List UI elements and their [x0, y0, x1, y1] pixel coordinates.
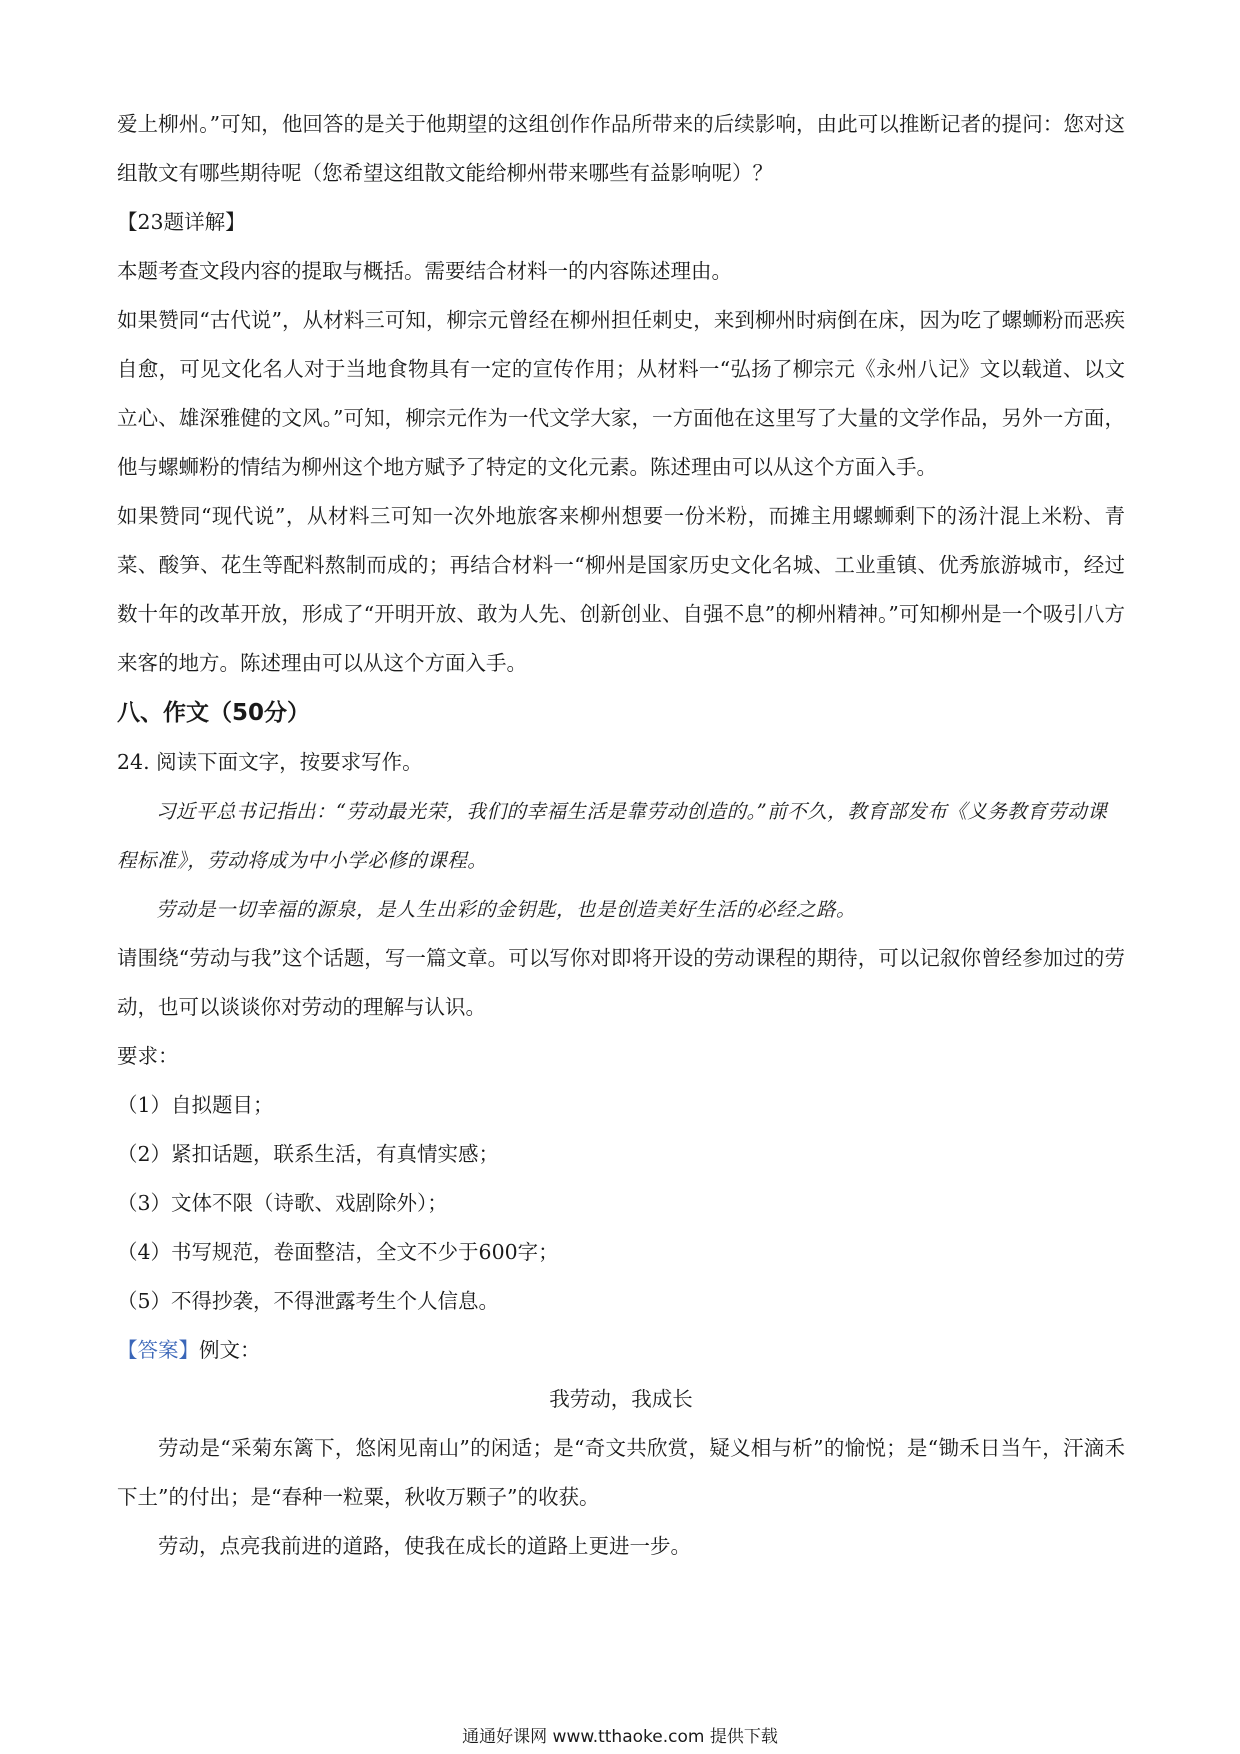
writing-instruction: 请围绕“劳动与我”这个话题，写一篇文章。可以写你对即将开设的劳动课程的期待，可以记叙你曾经参加过的劳动，也可以谈谈你对劳动的理解与认识。 — [117, 946, 1125, 1019]
q23-intro: 本题考查文段内容的提取与概括。需要结合材料一的内容陈述理由。 — [117, 259, 732, 283]
paragraph-reporter-question: 爱上柳州。”可知，他回答的是关于他期望的这组创作作品所带来的后续影响，由此可以推断记者的提问：您对这组散文有哪些期待呢（您希望这组散文能给柳州带来哪些有益影响呢）？ — [117, 112, 1125, 185]
requirement-item: （1）自拟题目； — [117, 1093, 274, 1117]
q24-prompt: 24. 阅读下面文字，按要求写作。 — [117, 750, 423, 774]
page-content — [117, 100, 1125, 1571]
q23-ancient-theory: 如果赞同“古代说”，从材料三可知，柳宗元曾经在柳州担任刺史，来到柳州时病倒在床，因为吃了螺蛳粉而恶疾自愈，可见文化名人对于当地食物具有一定的宣传作用；从材料一“弘扬了柳宗元《永州八记》文以载道、以文立心、雄深雅健的文风。”可知，柳宗元作为一代文学大家，一方面他在这里写了大量的文学作品，另外一方面，他与螺蛳粉的情结为柳州这个地方赋予了特定的文化元素。陈述理由可以从这个方面入手。 — [117, 308, 1125, 479]
essay-paragraph-2: 劳动，点亮我前进的道路，使我在成长的道路上更进一步。 — [158, 1534, 691, 1558]
q23-heading: 【23题详解】 — [117, 210, 246, 234]
quote-labor: 劳动是一切幸福的源泉，是人生出彩的金钥匙，也是创造美好生活的必经之路。 — [156, 898, 857, 921]
essay-title: 我劳动，我成长 — [549, 1387, 693, 1411]
answer-line — [117, 1326, 1125, 1375]
requirement-item: （4）书写规范，卷面整洁，全文不少于600字； — [117, 1240, 559, 1264]
requirement-item: （2）紧扣话题，联系生活，有真情实感； — [117, 1142, 500, 1166]
answer-tag: 【答案】 — [117, 1338, 199, 1362]
requirement-item: （3）文体不限（诗歌、戏剧除外）； — [117, 1191, 448, 1215]
answer-lead: 例文： — [199, 1338, 261, 1362]
page-footer: 通通好课网 www.tthaoke.com 提供下载 — [462, 1727, 778, 1747]
requirement-item: （5）不得抄袭，不得泄露考生个人信息。 — [117, 1289, 500, 1313]
section-8-title: 八、作文（50分） — [117, 700, 311, 726]
q23-modern-theory: 如果赞同“现代说”，从材料三可知一次外地旅客来柳州想要一份米粉，而摊主用螺蛳剩下的汤汁混上米粉、青菜、酸笋、花生等配料熬制而成的；再结合材料一“柳州是国家历史文化名城、工业重镇、优秀旅游城市，经过数十年的改革开放，形成了“开明开放、敢为人先、创新创业、自强不息”的柳州精神。”可知柳州是一个吸引八方来客的地方。陈述理由可以从这个方面入手。 — [117, 504, 1125, 675]
requirements-label: 要求： — [117, 1044, 179, 1068]
quote-xi: 习近平总书记指出：“劳动最光荣，我们的幸福生活是靠劳动创造的。”前不久，教育部发布《义务教育劳动课程标准》，劳动将成为中小学必修的课程。 — [117, 800, 1108, 872]
essay-paragraph-1: 劳动是“采菊东篱下，悠闲见南山”的闲适；是“奇文共欣赏，疑义相与析”的愉悦；是“锄禾日当午，汗滴禾下土”的付出；是“春种一粒粟，秋收万颗子”的收获。 — [117, 1436, 1125, 1509]
